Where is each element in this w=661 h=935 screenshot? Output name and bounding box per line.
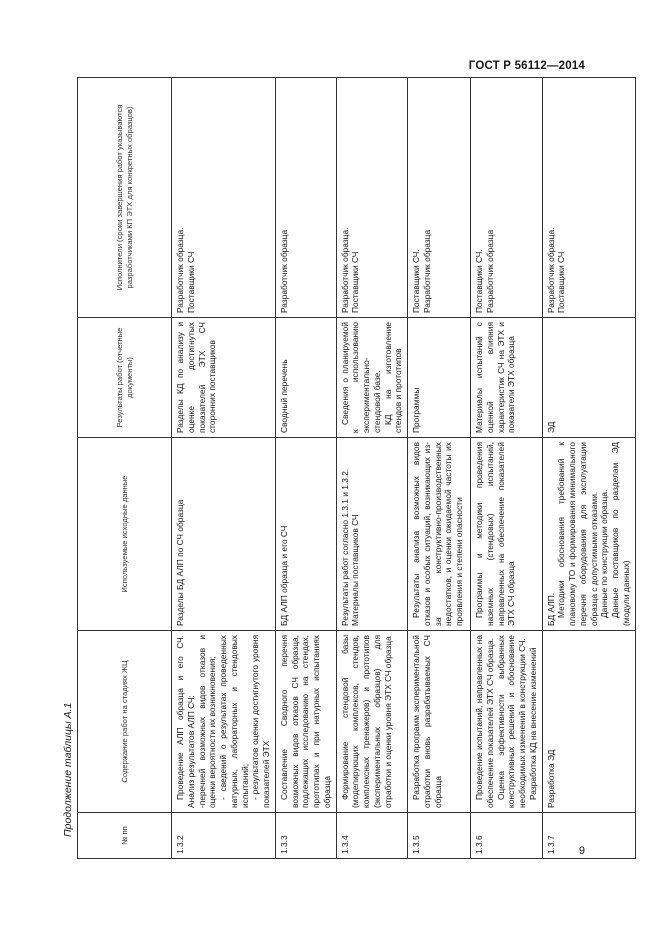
row-number: 1.3.3 bbox=[275, 813, 336, 859]
table-row bbox=[275, 78, 336, 859]
row-content: Проведение испытаний, направленных на обеспечение показателей ЭТХ СЧ образца. Оценка эффективности выбранных конструктивных решений и обоснование необходимых изменений в конструкции СЧ. Разработка КД на внесение изменений bbox=[471, 631, 543, 813]
row-number: 1.3.2 bbox=[172, 813, 276, 859]
page-number: 9 bbox=[578, 845, 585, 857]
col-header-results: Результаты работ (отчетные документы) bbox=[78, 318, 172, 438]
col-header-executors: Исполнители (сроки завершения работ указываются разработчиками КП ЭТХ для конкретных образцов) bbox=[78, 78, 172, 318]
row-results: Программы bbox=[408, 318, 471, 438]
row-content: Проведение АЛП образца и его СЧ. Анализ результатов АЛП СЧ: -перечней возможных видов отказов и оценки вероятности их возникновения; - сведений о результатах проведенных натурных, лабораторных и стендовых испытаний; - результатов оценки достигнутого уровня показателей ЭТХ bbox=[172, 631, 276, 813]
row-number: 1.3.4 bbox=[336, 813, 408, 859]
row-content: Составление Сводного перечня возможных видов отказов СЧ образца, подлежащих исследованию на стендах, прототипах и при натурных испытаниях образца bbox=[275, 631, 336, 813]
row-inputs: БД АЛП образца и его СЧ bbox=[275, 438, 336, 631]
row-results: Сводный перечень bbox=[275, 318, 336, 438]
row-results: Разделы КД по анализу и оценке достигнутых показателей ЭТХ СЧ сторонних поставщиков bbox=[172, 318, 276, 438]
table-caption: Продолжение таблицы А.1 bbox=[62, 702, 74, 837]
standard-header: ГОСТ Р 56112—2014 bbox=[468, 60, 585, 72]
row-content: Разработка ЭД bbox=[542, 631, 635, 813]
col-header-content: Содержание работ на стадиях ЖЦ bbox=[78, 631, 172, 813]
row-inputs: БД АЛП. Методики обоснования требований к плановому ТО и формирования минимального перечня оборудования для эксплуатации образца с допустимыми отказами. Данные по конструкции образца. Данные поставщиков по разделам ЭД (модули данных) bbox=[542, 438, 635, 631]
table-row bbox=[471, 78, 543, 859]
row-number: 1.3.5 bbox=[408, 813, 471, 859]
table-header-row bbox=[78, 78, 172, 859]
table-row bbox=[542, 78, 635, 859]
row-content: Разработка программ экспериментальной отработки вновь разрабатываемых СЧ образца bbox=[408, 631, 471, 813]
table-row bbox=[172, 78, 276, 859]
row-executors: Разработчик образца bbox=[275, 78, 336, 318]
row-executors: Разработчик образца. Поставщики СЧ bbox=[172, 78, 276, 318]
table-row bbox=[336, 78, 408, 859]
row-number: 1.3.6 bbox=[471, 813, 543, 859]
row-results: ЭД bbox=[542, 318, 635, 438]
row-executors: Разработчик образца. Поставщики СЧ bbox=[336, 78, 408, 318]
row-inputs: Результаты работ согласно 1.3.1 и 1.3.2. Материалы поставщиков СЧ bbox=[336, 438, 408, 631]
row-executors: Поставщики СЧ. Разработчик образца bbox=[471, 78, 543, 318]
row-results: Материалы испытаний с оценкой влияния характеристик СЧ на ЭТХ и показатели ЭТХ образца bbox=[471, 318, 543, 438]
table-row bbox=[408, 78, 471, 859]
col-header-number: № пп bbox=[78, 813, 172, 859]
row-inputs: Результаты анализа возможных видов отказов и особых ситуаций, возникающих из-за конструктивно-производственных недостатков, и оценки ожидаемой частоты их проявления и степени опасности bbox=[408, 438, 471, 631]
row-executors: Разработчик образца. Поставщики СЧ bbox=[542, 78, 635, 318]
requirements-table bbox=[77, 77, 636, 859]
row-number: 1.3.7 bbox=[542, 813, 635, 859]
row-inputs: Разделы БД АЛП по СЧ образца bbox=[172, 438, 276, 631]
row-executors: Поставщики СЧ. Разработчик образца bbox=[408, 78, 471, 318]
row-content: Формирование стендовой базы (моделирующих комплексов, стендов, комплексных тренажеров) и прототипов (экспериментальных образцов) для отработки и оценки уровня ЭТХ СЧ образца bbox=[336, 631, 408, 813]
row-inputs: Программы и методики проведения наземных (стендовых) испытаний, направленных на обеспечение показателей ЭТХ СЧ образца bbox=[471, 438, 543, 631]
row-results: Сведения о планируемой к использованию экспериментально-стендовой базе. КД на изготовление стендов и прототипов bbox=[336, 318, 408, 438]
col-header-inputs: Используемые исходные данные bbox=[78, 438, 172, 631]
